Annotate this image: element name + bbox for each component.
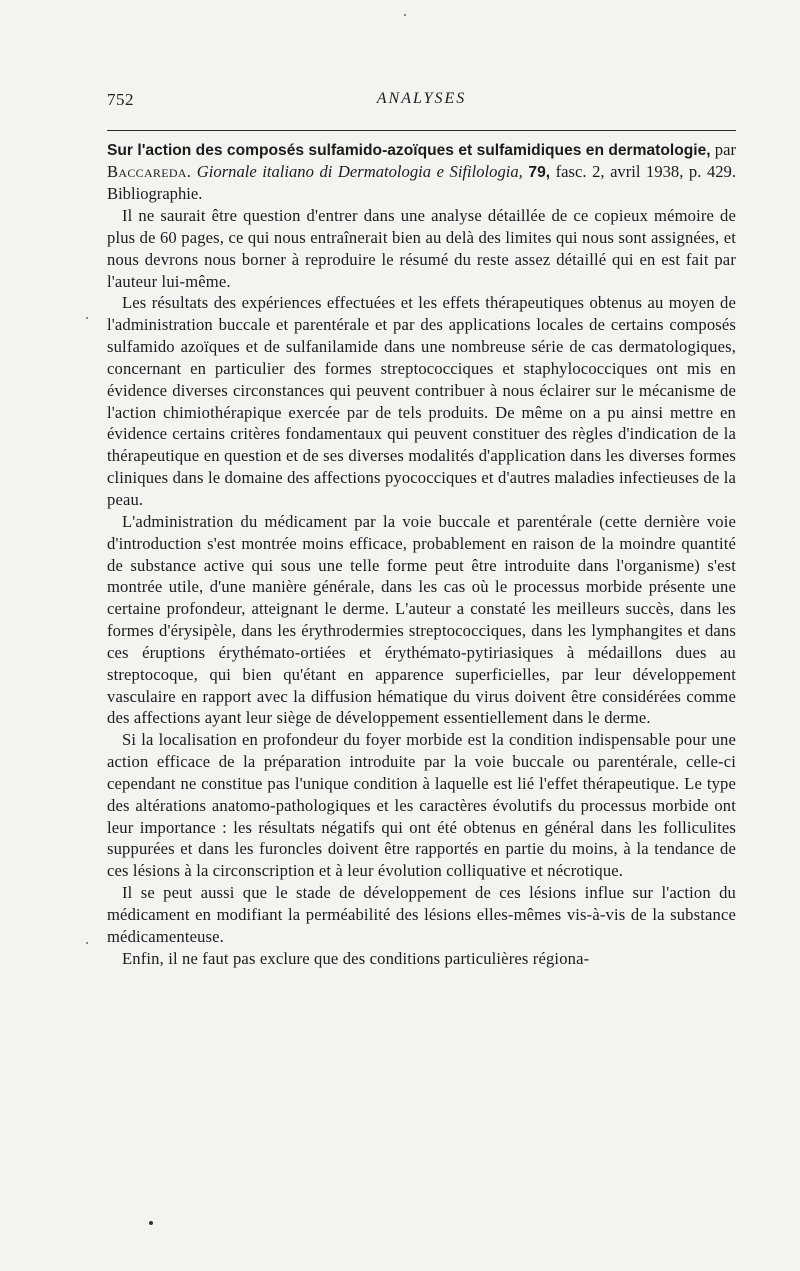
- running-title: ANALYSES: [376, 90, 467, 107]
- journal-name: Giornale italiano di Dermatologia e Sifilologia,: [196, 162, 523, 181]
- paragraph-3: L'administration du médicament par la voie buccale et parentérale (cette dernière voie d'introduction s'est montrée moins efficace, probablement en raison de la moindre quantité de substance active qui sous une telle forme peut être introduite dans l'organisme) s'est montrée utile, d'une manière générale, dans les cas où le processus morbide présente une certaine profondeur, atteignant le derme. L'auteur a constaté les meilleurs succès, dans les formes d'érysipèle, dans les érythrodermies streptococciques, dans les lymphangites et dans ces éruptions érythémato-ortiées et érythémato-pytiriasiques à médaillons dues au streptocoque, qui bien qu'étant en apparence superficielles, par leur développement vasculaire en rapport avec la diffusion hématique du virus doivent être considérées comme des affections ayant leur siège de développement essentiellement dans le derme.: [107, 511, 736, 728]
- paper-speck: [86, 317, 88, 319]
- page-number: 752: [107, 90, 134, 109]
- header-rule: [107, 130, 736, 131]
- paragraph-5: Il se peut aussi que le stade de développement de ces lésions influe sur l'action du médicament en modifiant la perméabilité des lésions elles-mêmes vis-à-vis de la substance médicamenteuse.: [107, 883, 736, 946]
- paper-speck: [404, 14, 406, 16]
- journal-volume: 79,: [528, 164, 551, 181]
- citation-details: fasc. 2, avril 1938, p. 429. Bibliographie.: [107, 162, 736, 203]
- article-heading: [107, 139, 736, 204]
- article: [107, 139, 736, 970]
- paper-speck: [86, 942, 88, 944]
- paragraph-4: Si la localisation en profondeur du foyer morbide est la condition indispensable pour une action efficace de la préparation introduite par la voie buccale ou parentérale, celle-ci cependant ne constitue pas l'unique condition à laquelle est lié l'effet thérapeutique. Le type des altérations anatomo-pathologiques et les caractères évolutifs du processus morbide ont leur importance : les résultats négatifs qui ont été obtenus en général dans les folliculites suppurées et dans les furoncles doivent être rapportés en partie du moins, à la tendance de ces lésions à la circonscription et à leur évolution colliquative et nécrotique.: [107, 730, 736, 881]
- article-author: Baccareda.: [107, 162, 192, 181]
- paragraph-6: Enfin, il ne faut pas exclure que des conditions particulières régiona-: [122, 948, 590, 968]
- article-title: Sur l'action des composés sulfamido-azoïques et sulfamidiques en dermatologie,: [107, 142, 711, 159]
- by-word: par: [714, 140, 736, 159]
- paragraph-2: Les résultats des expériences effectuées et les effets thérapeutiques obtenus au moyen de l'administration buccale et parentérale et par des applications locales de certains composés sulfamido azoïques et de sulfanilamide dans une nombreuse série de cas dermatologiques, concernant en particulier des formes streptococciques et staphylococciques ont mis en évidence diverses circonstances qui peuvent contribuer à nous éclairer sur le mécanisme de l'action chimiothérapique exercée par de tels produits. De même on a pu ainsi mettre en évidence certains critères fondamentaux qui peuvent constituer des règles d'indication de la thérapeutique en question et de ses diverses modalités d'application dans les diverses formes cliniques dans le domaine des affections pyococciques et d'autres maladies infectieuses de la peau.: [107, 293, 736, 509]
- running-head: [107, 90, 736, 114]
- ink-dot: [149, 1221, 153, 1225]
- paragraph-1: Il ne saurait être question d'entrer dans une analyse détaillée de ce copieux mémoire de plus de 60 pages, ce qui nous entraînerait bien au delà des limites qui nous sont assignées, et nous devrons nous borner à reproduire le résumé du reste assez détaillé qui en est fait par l'auteur lui-même.: [107, 206, 736, 291]
